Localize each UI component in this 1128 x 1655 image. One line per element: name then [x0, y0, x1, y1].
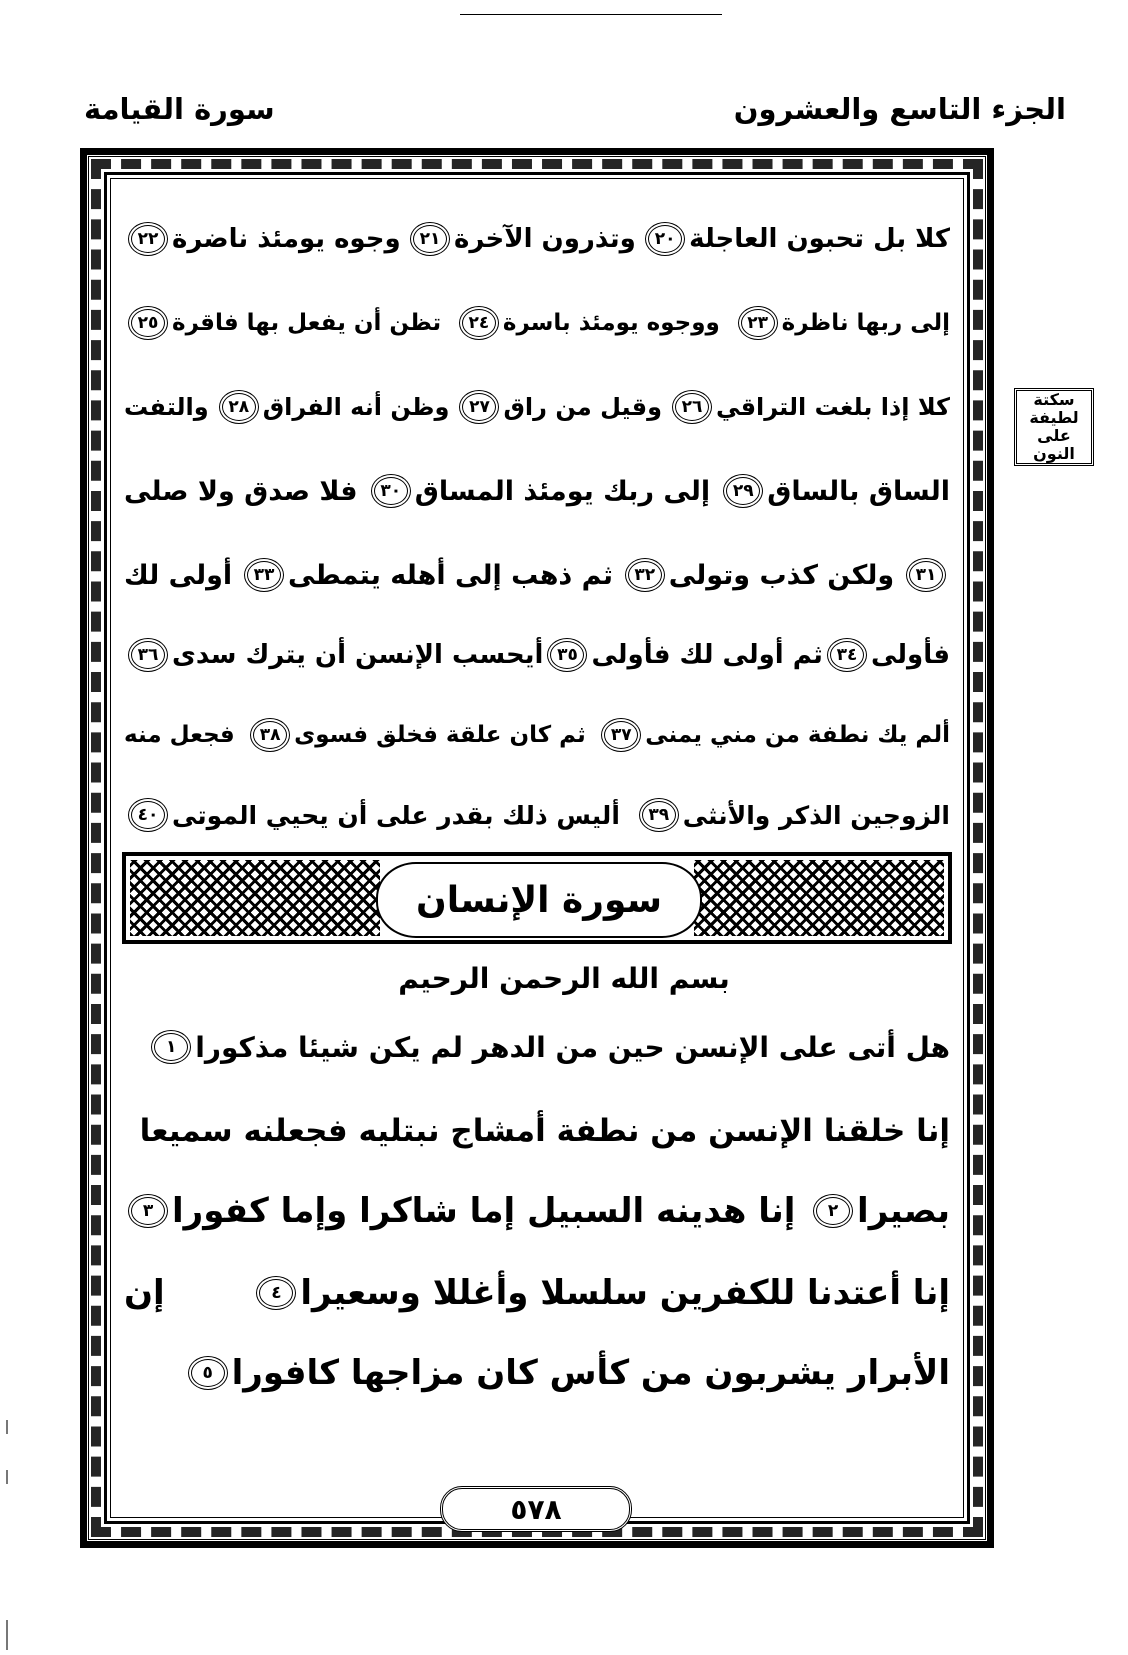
verse-segment — [124, 1273, 165, 1313]
surah-banner-title: سورة الإنسان — [415, 879, 663, 921]
verse-text: ثم أولى لك فأولى — [591, 640, 823, 670]
ayah-number-marker: ٥ — [188, 1356, 228, 1390]
ayah-number-marker: ٣٦ — [128, 638, 168, 672]
text-line — [124, 204, 950, 274]
verse-text: كلا إذا بلغت التراقي — [716, 393, 950, 421]
ayah-number-marker: ٢٣ — [738, 306, 778, 340]
verse-segment — [124, 560, 232, 591]
text-line — [124, 700, 950, 770]
verse-segment — [124, 222, 401, 256]
verse-text: وظن أنه الفراق — [262, 393, 450, 421]
verse-segment — [252, 1273, 950, 1313]
verse-text: ولكن كذب وتولى — [668, 559, 895, 591]
ayah-number-marker: ٤٠ — [128, 798, 168, 832]
ayah-number-marker: ٣ — [128, 1194, 168, 1228]
juz-title: الجزء التاسع والعشرون — [733, 92, 1066, 126]
ayah-number-marker: ١ — [151, 1030, 191, 1064]
verse-text: بصيرا — [857, 1191, 950, 1231]
ayah-number-marker: ٣٤ — [827, 638, 867, 672]
surah-banner — [122, 852, 952, 944]
verse-segment — [635, 798, 950, 832]
verse-text: فأولى — [870, 640, 950, 670]
verse-text: ووجوه يومئذ باسرة — [502, 310, 720, 336]
ayah-number-marker: ٣٨ — [250, 718, 290, 752]
verse-segment — [124, 638, 543, 672]
verse-segment — [809, 1191, 950, 1231]
page-number: ٥٧٨ — [440, 1486, 632, 1532]
text-line — [124, 780, 950, 850]
verse-segment — [621, 558, 894, 592]
margin-tick — [6, 1470, 8, 1484]
ayah-number-marker: ٢٧ — [459, 390, 499, 424]
verse-text: وتذرون الآخرة — [453, 224, 636, 254]
text-line — [124, 1096, 950, 1166]
ayah-number-marker: ٣٣ — [244, 558, 284, 592]
banner-ornament — [694, 860, 944, 936]
ayah-number-marker: ٣٥ — [547, 638, 587, 672]
ayah-number-marker: ٢٦ — [672, 390, 712, 424]
surah-title: سورة القيامة — [84, 92, 275, 126]
verse-text: أولى لك — [124, 559, 233, 591]
ayah-number-marker: ٣٢ — [625, 558, 665, 592]
verse-segment — [597, 718, 950, 752]
verse-text: والتفت — [124, 393, 209, 421]
ayah-number-marker: ٢٤ — [459, 306, 499, 340]
verse-text: ألم يك نطفة من مني يمنى — [645, 722, 950, 748]
verse-text: إلى ربك يومئذ المساق — [414, 475, 711, 507]
text-line — [124, 620, 950, 690]
verse-text: ثم كان علقة فخلق فسوى — [294, 722, 586, 748]
ayah-number-marker: ٢٩ — [723, 474, 763, 508]
verse-text: إنا أعتدنا للكفرين سلسلا وأغللا وسعيرا — [300, 1273, 950, 1313]
verse-text: الساق بالساق — [767, 475, 950, 507]
verse-text: أيحسب الإنسن أن يترك سدى — [172, 640, 544, 670]
text-line — [124, 1012, 950, 1082]
text-line — [124, 1258, 950, 1328]
verse-segment — [406, 222, 636, 256]
verse-text: وجوه يومئذ ناضرة — [172, 224, 401, 254]
verse-text: فلا صدق ولا صلى — [124, 475, 358, 507]
ayah-number-marker: ٣٠ — [371, 474, 411, 508]
verse-segment — [140, 1113, 950, 1149]
ayah-number-marker: ٢٠ — [645, 222, 685, 256]
verse-segment — [902, 558, 950, 592]
ayah-number-marker: ٢٨ — [219, 390, 259, 424]
verse-text: هل أتى على الإنسن حين من الدهر لم يكن شيئا مذكورا — [195, 1030, 950, 1064]
verse-segment — [124, 1191, 795, 1231]
verse-segment — [367, 474, 710, 508]
verse-segment — [455, 306, 720, 340]
verse-text: كلا بل تحبون العاجلة — [689, 224, 950, 254]
ayah-number-marker: ٣١ — [906, 558, 946, 592]
text-line — [124, 372, 950, 442]
verse-segment — [124, 393, 209, 421]
verse-segment — [124, 722, 235, 748]
verse-segment — [641, 222, 950, 256]
verse-segment — [543, 638, 822, 672]
verse-text: ثم ذهب إلى أهله يتمطى — [287, 559, 613, 591]
verse-segment — [184, 1353, 950, 1393]
verse-text: وقيل من راق — [503, 393, 662, 421]
verse-text: إنا هدينه السبيل إما شاكرا وإما كفورا — [172, 1191, 796, 1231]
verse-segment — [124, 306, 441, 340]
verse-text: إنا خلقنا الإنسن من نطفة أمشاج نبتليه فجعلنه سميعا — [139, 1113, 950, 1149]
verse-segment — [124, 476, 358, 507]
text-line — [124, 540, 950, 610]
verse-segment — [719, 474, 950, 508]
verse-segment — [124, 798, 620, 832]
ayah-number-marker: ٣٧ — [601, 718, 641, 752]
verse-text: أليس ذلك بقدر على أن يحيي الموتى — [172, 800, 620, 830]
verse-text: الأبرار يشربون من كأس كان مزاجها كافورا — [231, 1353, 950, 1393]
banner-cartouche — [376, 862, 702, 938]
margin-tick — [6, 1420, 8, 1434]
verse-segment — [240, 558, 613, 592]
verse-segment — [147, 1030, 950, 1064]
ayah-number-marker: ٤ — [256, 1276, 296, 1310]
verse-segment — [455, 390, 662, 424]
margin-note — [1014, 388, 1094, 466]
verse-text: الزوجين الذكر والأنثى — [682, 800, 950, 830]
text-line — [124, 1176, 950, 1246]
margin-note-line: سكتة — [1033, 390, 1075, 409]
basmala: بسم الله الرحمن الرحيم — [398, 962, 730, 995]
banner-ornament — [130, 860, 380, 936]
text-line — [124, 1338, 950, 1408]
verse-segment — [734, 306, 950, 340]
verse-segment — [823, 638, 950, 672]
ayah-number-marker: ٢٢ — [128, 222, 168, 256]
ayah-number-marker: ٢١ — [410, 222, 450, 256]
verse-segment — [215, 390, 450, 424]
top-rule — [460, 14, 722, 15]
verse-text: فجعل منه — [124, 722, 235, 748]
text-line — [124, 456, 950, 526]
verse-segment — [246, 718, 586, 752]
ayah-number-marker: ٢٥ — [128, 306, 168, 340]
margin-note-line: على النون — [1033, 426, 1075, 463]
verse-text: إن — [124, 1273, 165, 1313]
verse-segment — [668, 390, 950, 424]
ayah-number-marker: ٣٩ — [639, 798, 679, 832]
verse-text: إلى ربها ناظرة — [781, 310, 950, 336]
text-line — [124, 288, 950, 358]
ayah-number-marker: ٢ — [813, 1194, 853, 1228]
verse-text: تظن أن يفعل بها فاقرة — [172, 310, 442, 336]
margin-tick — [6, 1620, 8, 1650]
margin-note-line: لطيفة — [1029, 408, 1079, 427]
